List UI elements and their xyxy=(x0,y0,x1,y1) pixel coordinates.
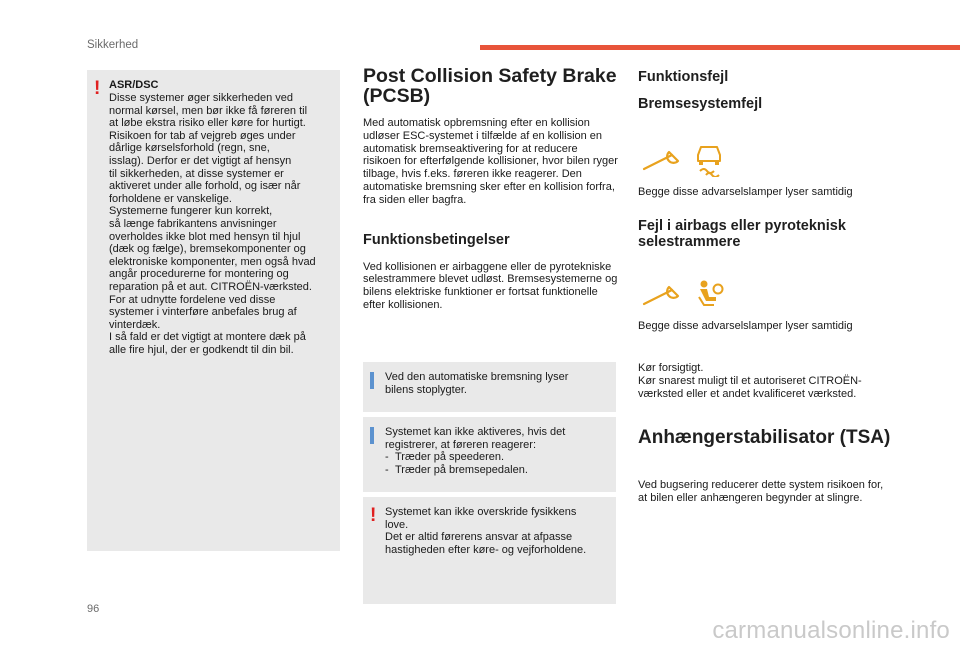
warning-title: ASR/DSC xyxy=(109,79,159,91)
driver-reaction-list xyxy=(385,451,608,476)
service-wrench-icon xyxy=(642,281,688,307)
airbag-fault-title: Fejl i airbags eller pyroteknisk selestrammere xyxy=(638,218,846,250)
list-item: - Træder på bremsepedalen. xyxy=(385,464,608,477)
brake-fault-caption: Begge disse advarselslamper lyser samtidig xyxy=(638,186,853,198)
info-note-stoplights xyxy=(363,362,616,412)
pcsb-body: Med automatisk opbremsning efter en kollision udløser ESC-systemet i tilfælde af en kollision en automatisk bremseaktivering for at reducere risikoen for efterfølgende kollisioner, hvor bilen ryger tilbage, hvis f.eks. føreren ikke reagerer. Den automatiske bremsning sker efter en kollision forfra, fra siden eller bagfra. xyxy=(363,117,618,206)
fault-advice: Kør forsigtigt. Kør snarest muligt til et autoriseret CITROËN-værksted eller et andet kvalificeret værksted. xyxy=(638,362,862,400)
conditions-body: Ved kollisionen er airbaggene eller de pyrotekniske selestrammere blevet udløst. Bremsesystemerne og bilens elektriske funktioner er fortsat funktionelle efter kollisionen. xyxy=(363,260,618,311)
esc-skid-warning-icon xyxy=(694,141,724,177)
watermark: carmanualsonline.info xyxy=(712,617,950,644)
airbag-fault-warning-lamps xyxy=(642,279,724,309)
airbag-fault-caption: Begge disse advarselslamper lyser samtidig xyxy=(638,320,853,332)
service-wrench-icon xyxy=(642,146,688,172)
info-icon xyxy=(370,372,374,389)
tsa-title: Anhængerstabilisator (TSA) xyxy=(638,427,891,448)
faults-title: Funktionsfejl xyxy=(638,69,729,85)
page-number: 96 xyxy=(87,603,100,615)
conditions-title: Funktionsbetingelser xyxy=(363,231,510,248)
section-label: Sikkerhed xyxy=(87,39,139,51)
list-item: - Træder på speederen. xyxy=(385,451,608,464)
pcsb-title: Post Collision Safety Brake (PCSB) xyxy=(363,65,617,107)
warning-body: Disse systemer øger sikkerheden ved normal kørsel, men bør ikke få føreren til at løbe ekstra risiko eller køre for hurtigt. Risikoen for tab af vejgreb øges under dårlige kørselsforhold (regn, sne, isslag). Derfor er det vigtigt af hensyn til sikkerheden, at disse systemer er aktiveret under alle forhold, og især når forholdene er vanskelige. Systemerne fungerer kun korrekt, så længe fabrikantens anvisninger overholdes ikke blot med hensyn til hjul (dæk og fælge), bremsekomponenter og elektroniske komponenter, men også hvad angår procedurerne for montering og reparation på et aut. CITROËN-værksted. For at udnytte fordelene ved disse systemer i vinterføre anbefales brug af vinterdæk. I så fald er det vigtigt at montere dæk på alle fire hjul, der er godkendt til din bil. xyxy=(109,92,316,356)
warning-box-asr-dsc xyxy=(87,70,340,551)
warning-note-physics xyxy=(363,497,616,604)
info-note-text: Systemet kan ikke aktiveres, hvis det registrerer, at føreren reagerer: xyxy=(385,426,566,451)
info-note-activation xyxy=(363,417,616,492)
info-icon xyxy=(370,427,374,444)
airbag-warning-icon xyxy=(694,279,724,309)
brake-fault-warning-lamps xyxy=(642,141,724,177)
tsa-body: Ved bugsering reducerer dette system risikoen for, at bilen eller anhængeren begynder at slingre. xyxy=(638,479,884,504)
section-accent-bar xyxy=(480,45,960,50)
warning-note-text: Systemet kan ikke overskride fysikkens love. Det er altid førerens ansvar at afpasse hastigheden efter køre- og vejforholdene. xyxy=(385,506,587,556)
warning-icon: ! xyxy=(94,78,101,99)
pcsb-section xyxy=(363,66,618,312)
warning-icon: ! xyxy=(370,505,377,526)
brake-fault-title: Bremsesystemfejl xyxy=(638,96,763,112)
info-note-text: Ved den automatiske bremsning lyser bilens stoplygter. xyxy=(385,371,569,396)
